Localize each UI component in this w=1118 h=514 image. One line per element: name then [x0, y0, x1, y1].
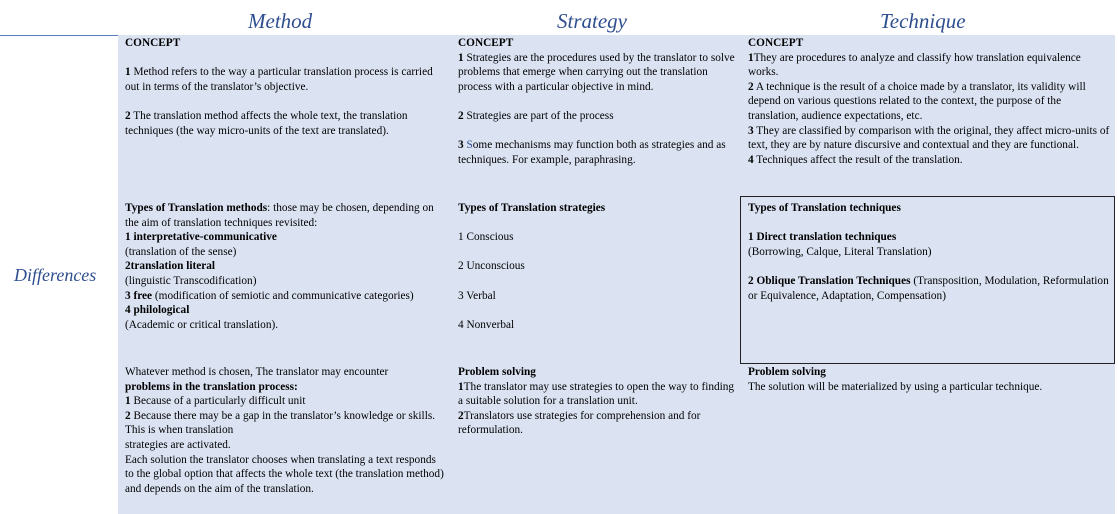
types-intro: Types of Translation methods: those may be chosen, depending on the aim of translation techniques revisited:: [125, 202, 434, 229]
problem-item: 2Translators use strategies for comprehension and for reformulation.: [458, 409, 701, 437]
problems-intro: Whatever method is chosen, The translator may encounter: [125, 366, 389, 378]
list-item: 2 Unconscious: [458, 260, 525, 273]
list-item: 4 Nonverbal: [458, 318, 515, 331]
problem-solving-text: The solution will be materialized by using a particular technique.: [748, 380, 1043, 393]
concept-title: CONCEPT: [125, 37, 181, 49]
concept-paragraph: 3 They are classified by comparison with the original, they affect micro-units of text, they are by nature discursive and contextual and they are functional.: [748, 124, 1110, 152]
concept-paragraph: 3 Some mechanisms may function both as strategies and as techniques. For example, paraphrasing.: [458, 139, 726, 166]
concept-title: CONCEPT: [458, 37, 514, 49]
problems-conclusion: Each solution the translator chooses when translating a text responds to the global option that affects the whole text (the translation method) and depends on the aim of the translation.: [125, 453, 444, 495]
types-title: Types of Translation techniques: [748, 202, 901, 214]
list-item: 3 free (modification of semiotic and communicative categories): [125, 289, 414, 302]
list-item-desc: (translation of the sense): [125, 245, 237, 258]
concept-paragraph: 4 Techniques affect the result of the translation.: [748, 153, 963, 166]
list-item-desc: (Academic or critical translation).: [125, 318, 279, 331]
row-label-differences: Differences: [14, 265, 97, 285]
problem-solving-title: Problem solving: [748, 366, 826, 378]
header-divider: [0, 35, 118, 36]
column-header-technique: Technique: [880, 9, 966, 33]
problems-heading: problems in the translation process:: [125, 380, 298, 393]
concept-method-cell: [118, 35, 451, 196]
concept-paragraph: 2 The translation method affects the whole text, the translation techniques (the way micro-units of the text are translated).: [125, 109, 408, 137]
types-technique-cell: [740, 196, 1115, 364]
problem-item-cont: strategies are activated.: [125, 438, 231, 451]
concept-paragraph: 2 Strategies are part of the process: [458, 109, 614, 122]
concept-paragraph: 1They are procedures to analyze and classify how translation equivalence works.: [748, 51, 1081, 79]
types-strategy-cell: [451, 196, 741, 364]
column-header-strategy: Strategy: [557, 9, 627, 33]
oblique-techniques: 2 Oblique Translation Techniques (Transposition, Modulation, Reformulation or Equivalence, Adaptation, Compensation): [748, 274, 1109, 302]
problems-technique-cell: [741, 364, 1115, 514]
list-item: 2translation literal: [125, 260, 216, 273]
list-item: 3 Verbal: [458, 289, 496, 302]
concept-paragraph: 1 Strategies are the procedures used by the translator to solve problems that emerge when carrying out the translation process with a particular objective in mind.: [458, 51, 735, 93]
concept-paragraph: 1 Method refers to the way a particular translation process is carried out in terms of the translator’s objective.: [125, 66, 433, 93]
column-header-method: Method: [248, 9, 313, 33]
problems-method-cell: [118, 364, 451, 514]
list-item: 1 Conscious: [458, 231, 514, 244]
types-method-cell: [118, 196, 451, 364]
problem-item: 2 Because there may be a gap in the translator’s knowledge or skills. This is when translation: [125, 409, 436, 437]
problems-strategy-cell: [451, 364, 741, 514]
direct-techniques-desc: (Borrowing, Calque, Literal Translation): [748, 245, 932, 258]
concept-paragraph: 2 A technique is the result of a choice made by a translator, its validity will depend on various questions related to the context, the purpose of the translation, audience expectations, etc.: [748, 80, 1086, 122]
problem-item: 1The translator may use strategies to open the way to finding a suitable solution for a translation unit.: [458, 380, 735, 408]
list-item-desc: (linguistic Transcodification): [125, 274, 257, 287]
list-item: 1 interpretative-communicative: [125, 231, 277, 244]
list-item: 4 philological: [125, 304, 190, 317]
problem-solving-title: Problem solving: [458, 366, 536, 378]
concept-strategy-cell: [451, 35, 741, 196]
problem-item: 1 Because of a particularly difficult unit: [125, 395, 306, 408]
concept-title: CONCEPT: [748, 37, 804, 49]
concept-technique-cell: [741, 35, 1115, 196]
types-title: Types of Translation strategies: [458, 202, 606, 214]
direct-techniques-title: 1 Direct translation techniques: [748, 231, 897, 244]
